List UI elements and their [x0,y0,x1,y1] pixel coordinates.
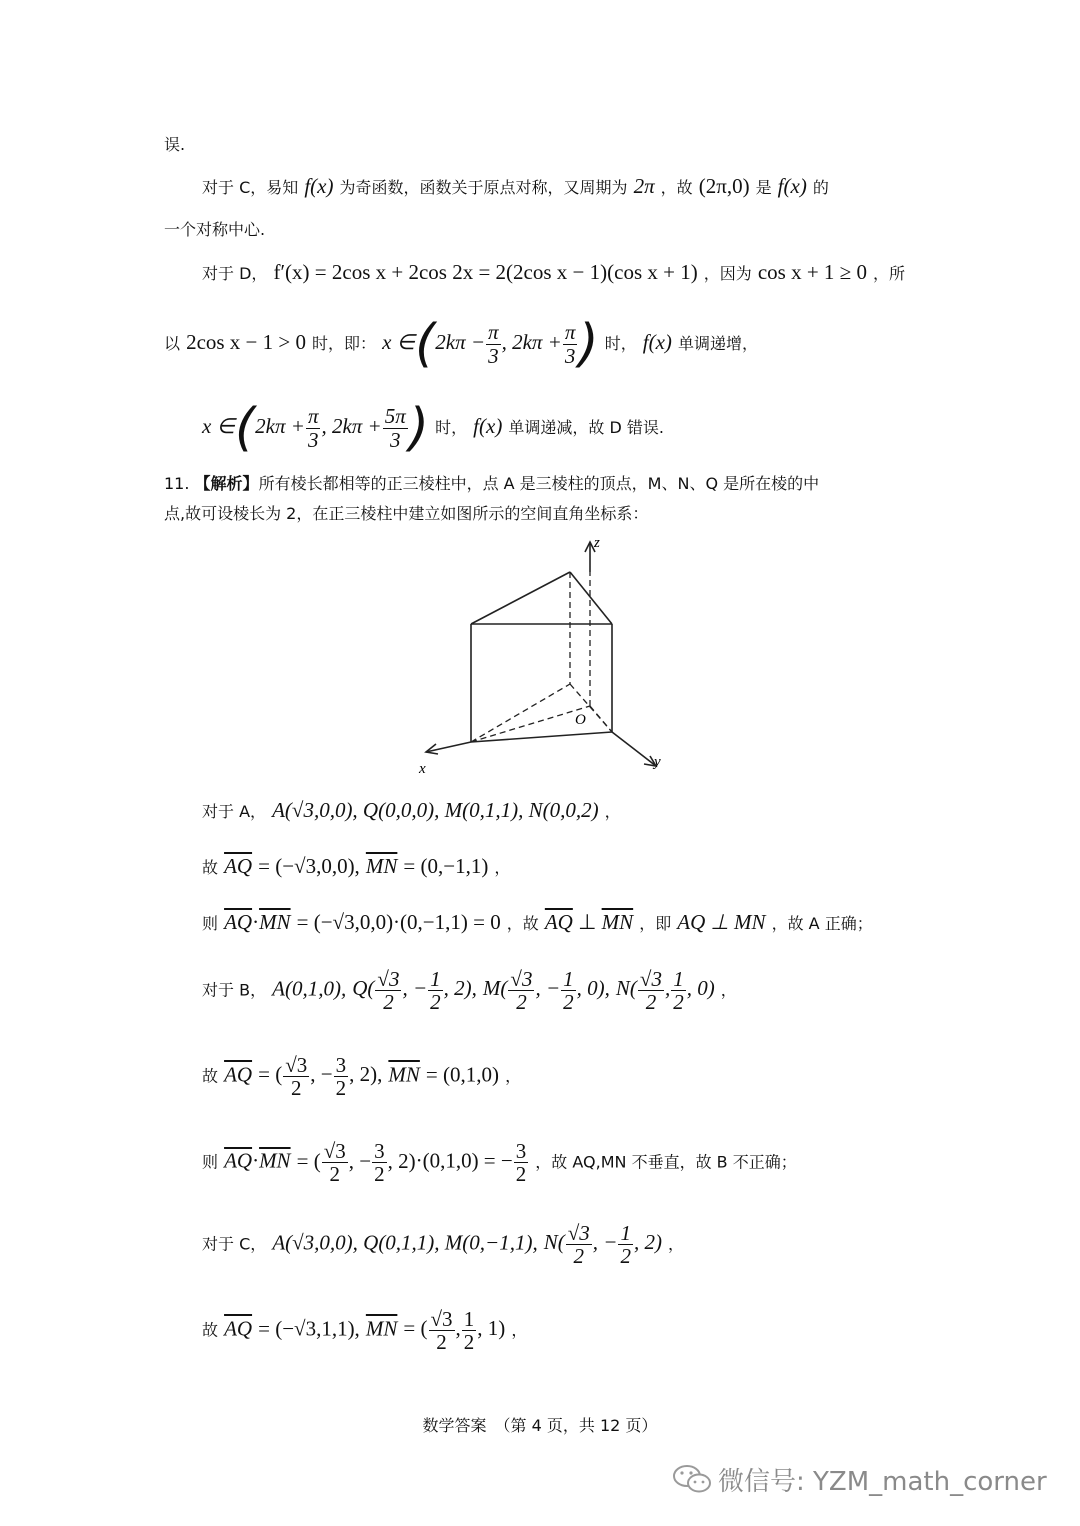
vector-aq: $\overline{AQ}$ [224,910,253,934]
option-c-lead: 对于 C，易知 [202,178,299,197]
option-b-coords: 对于 B， A(0,1,0), Q( $\frac{√3}{2}$ , − $\frac{1}{2}$ , 2), M( $\frac{√3}{2}$ , − $\frac{1}{2}$ , 0), N( $\frac{√3}{2}$ , $\frac{1}{2}$ , 0) ， [202,967,737,1015]
y-axis [612,732,656,766]
option-b-text: 则 [202,1152,219,1172]
continued-text: 误. [164,135,186,154]
option-d-text: 时， [604,333,637,353]
option-a-text: ，即 [639,914,672,933]
option-c-text: 故 [202,1320,219,1340]
question-11-line2: 点,故可设棱长为 2，在正三棱柱中建立如图所示的空间直角坐标系： [164,504,649,523]
option-d-text: 以 [164,333,181,353]
vector-aq: $\overline{AQ}$ [544,910,573,934]
option-b-vectors: 故 $\overline{AQ}$ = ( $\frac{√3}{2}$ , − $\frac{3}{2}$ , 2), $\overline{MN} = (0,1,0)$ ， [202,1053,522,1101]
vector-aq-value: = (−√3,0,0), [258,854,360,878]
vector-aq: $\overline{AQ}$ [224,1316,253,1341]
option-c-points: A(√3,0,0), Q(0,1,1), M(0,−1,1), [272,1230,538,1255]
point-m: M( $\frac{√3}{2}$ , − $\frac{1}{2}$ , 0), [482,967,610,1015]
option-c-coords: 对于 C， A(√3,0,0), Q(0,1,1), M(0,−1,1), N( $\frac{√3}{2}$ , − $\frac{1}{2}$ , 2) ， [202,1221,685,1269]
prism-edge [471,732,612,742]
option-d-decreasing-line [202,398,664,458]
fx-label: f(x) [777,174,807,198]
point-q: Q( $\frac{√3}{2}$ , − $\frac{1}{2}$ , 2), [352,967,477,1015]
option-d-text: 时，即： [312,333,377,353]
option-d-text: ，因为 [703,264,752,283]
vector-aq: $\overline{AQ}$ [224,854,253,878]
vector-aq: $\overline{AQ}$ [224,1062,253,1087]
axis-label-y: y [654,754,661,770]
prism-edge [471,572,570,624]
question-number: 11. [164,474,190,493]
option-a-vectors: 故 $\overline{AQ} = (-√3,0,0)$, $\overline{MN} = (0,-1,1)$ ， [202,854,511,878]
option-a-dot: 则 $\overline{AQ}\cdot\overline{MN} = (-√3,0,0)\cdot(0,-1,1) = 0$ ，故 $\overline{AQ}$ ⊥ $\overline{MN}$ ，即 AQ ⊥ MN ，故 A 正确； [202,910,873,934]
hidden-edge [471,684,570,742]
option-d-text: 时， [435,417,468,437]
vector-mn-value: = (0,1,0) [425,1062,500,1087]
option-a-text: 故 [202,858,219,877]
dot-product: = ( $\frac{√3}{2}$ , − $\frac{3}{2}$ , 2) [296,1139,416,1187]
option-d-text: 单调递减，故 D 错误. [508,417,664,437]
page-footer: 数学答案 （第 4 页，共 12 页） [422,1416,658,1435]
vector-mn-value: = ( $\frac{√3}{2}$ , $\frac{1}{2}$ , 1) [403,1307,506,1355]
fx-label: f(x) [473,413,503,438]
option-c-lead: 对于 C， [202,1234,267,1254]
question-text: 所有棱长都相等的正三棱柱中，点 A 是三棱柱的顶点，M、N、Q 是所在棱的中 [258,474,820,493]
option-b-lead: 对于 B， [202,980,267,1000]
point-a: A(0,1,0), [272,976,347,1001]
option-d-text: 单调递增， [677,333,758,353]
origin-label: O [575,712,586,728]
prism-figure [410,530,670,780]
option-d-text: ，所 [873,264,906,283]
fx-label: f(x) [642,329,672,354]
option-c-text: 的 [812,178,829,197]
option-c-text: 为奇函数，函数关于原点对称，又周期为 [339,178,628,197]
vector-mn-value: = (0,−1,1) [403,854,489,878]
symmetry-center: (2π,0) [698,174,750,198]
dot-product-mid: ·(0,1,0) = − [415,1148,513,1173]
derivative-equation: f′(x) = 2cos x + 2cos 2x = 2(2cos x − 1)(cos x + 1) [273,260,698,284]
option-d-increasing-line [164,314,758,374]
option-d-paragraph [202,262,905,283]
fx-label: f(x) [304,174,334,198]
option-a-conclusion: ，故 A 正确； [771,914,873,933]
option-c-vectors: 故 $\overline{AQ} = (-√3,1,1)$, $\overline{MN}$ = ( $\frac{√3}{2}$ , $\frac{1}{2}$ , 1) ， [202,1307,528,1355]
dot-product: = (−√3,0,0)·(0,−1,1) = 0 [296,910,501,934]
option-c-paragraph [202,176,829,197]
point-n: N( $\frac{√3}{2}$ , − $\frac{1}{2}$ , 2) [543,1221,662,1269]
option-b-dot: 则 $\overline{AQ}\cdot\overline{MN}$ = ( $\frac{√3}{2}$ , − $\frac{3}{2}$ , 2)·(0,1,0) = − $\frac{3}{2}$ ，故 AQ,MN 不垂直，故 B 不正确； [202,1139,797,1187]
vector-mn: $\overline{MN}$ [601,910,634,934]
option-c-text: 是 [755,178,772,197]
option-a-points: A(√3,0,0), Q(0,0,0), M(0,1,1), N(0,0,2) [272,798,599,822]
point-n: N( $\frac{√3}{2}$ , $\frac{1}{2}$ , 0) [615,967,715,1015]
option-b-conclusion: ，故 AQ,MN 不垂直，故 B 不正确； [535,1152,797,1172]
axis-label-x: x [419,761,426,777]
question-11-line1 [164,476,819,492]
option-a-text: 则 [202,914,219,933]
analysis-tag: 【解析】 [194,474,259,493]
interval-increasing: x ∈(2kπ − $\frac{\pi}{3}$ , 2kπ + $\frac{\pi}{3}$ ) [382,314,599,374]
hidden-axis [471,706,590,742]
interval-decreasing: x ∈(2kπ + $\frac{\pi}{3}$ , 2kπ + $\frac{5\pi}{3}$ ) [202,398,430,458]
period-value: 2π [633,174,655,198]
option-c-line2: 一个对称中心. [164,220,266,239]
vector-mn: $\overline{MN}$ [259,910,291,934]
vector-aq: $\overline{AQ}$ [224,1148,253,1173]
watermark [672,1461,1047,1502]
derivative-condition: cos x + 1 ≥ 0 [757,260,867,284]
option-a-coords: 对于 A， A(√3,0,0), Q(0,0,0), M(0,1,1), N(0,0,2) ， [202,798,621,822]
vector-aq-value: = ( $\frac{√3}{2}$ , − $\frac{3}{2}$ , 2), [258,1053,383,1101]
watermark-text: 微信号: YZM_math_corner [718,1467,1047,1497]
option-a-lead: 对于 A， [202,802,267,821]
prism-edge [570,572,612,624]
vector-mn: $\overline{MN}$ [365,1316,398,1341]
wechat-icon [672,1463,712,1502]
vector-aq-value: = (−√3,1,1), [258,1316,360,1341]
vector-mn: $\overline{MN}$ [259,1148,291,1173]
option-c-text: ，故 [660,178,693,197]
option-d-lead: 对于 D， [202,264,268,283]
vector-mn: $\overline{MN}$ [365,854,398,878]
increasing-condition: 2cos x − 1 > 0 [186,329,306,354]
hidden-axis [590,706,612,732]
perpendicular: AQ ⊥ MN [677,910,766,934]
vector-mn: $\overline{MN}$ [388,1062,420,1087]
option-b-text: 故 [202,1066,219,1086]
axis-label-z: z [594,535,600,551]
